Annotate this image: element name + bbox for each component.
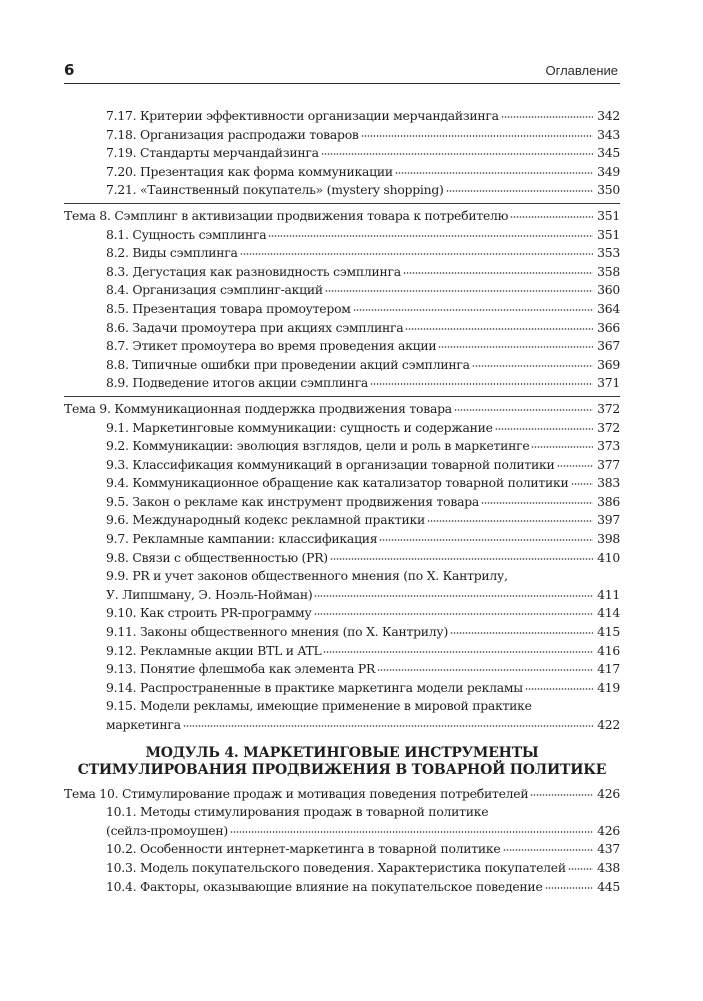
- page-ref: 426: [597, 785, 620, 801]
- toc-block-10: [64, 803, 620, 896]
- page-ref: 364: [597, 300, 620, 316]
- toc-entry[interactable]: 9.14. Распространенные в практике маркетинга модели рекламы 419: [64, 679, 620, 698]
- toc-topic-8[interactable]: Тема 8. Сэмплинг в активизации продвижения товара к потребителю 351: [64, 207, 620, 226]
- page-ref: 350: [597, 182, 620, 198]
- page-ref: 414: [597, 605, 620, 621]
- toc-entry[interactable]: 9.1. Маркетинговые коммуникации: сущность и содержание 372: [64, 419, 620, 438]
- page-ref: 416: [597, 642, 620, 658]
- page-header: [64, 61, 620, 84]
- page-ref: 367: [597, 338, 620, 354]
- toc-entry[interactable]: 9.5. Закон о рекламе как инструмент продвижения товара 386: [64, 493, 620, 512]
- toc-entry[interactable]: 10.4. Факторы, оказывающие влияние на покупательское поведение 445: [64, 878, 620, 897]
- toc-entry[interactable]: 8.1. Сущность сэмплинга 351: [64, 226, 620, 245]
- toc-entry[interactable]: 9.8. Связи с общественностью (PR) 410: [64, 549, 620, 568]
- toc-entry[interactable]: 7.20. Презентация как форма коммуникации 349: [64, 163, 620, 182]
- table-of-contents: [64, 107, 620, 896]
- toc-entry[interactable]: 9.12. Рекламные акции BTL и ATL 416: [64, 642, 620, 661]
- toc-entry[interactable]: 9.2. Коммуникации: эволюция взглядов, цели и роль в маркетинге 373: [64, 437, 620, 456]
- page-ref: 445: [597, 878, 620, 894]
- toc-entry-multiline[interactable]: 10.1. Методы стимулирования продаж в товарной политике (сейлз-промоушен) 426: [64, 803, 620, 840]
- toc-entry[interactable]: 8.4. Организация сэмплинг-акций 360: [64, 281, 620, 300]
- toc-block-7: [64, 107, 620, 200]
- page-ref: 386: [597, 493, 620, 509]
- toc-entry[interactable]: 8.3. Дегустация как разновидность сэмплинга 358: [64, 263, 620, 282]
- page-ref: 371: [597, 375, 620, 391]
- module-heading: МОДУЛЬ 4. МАРКЕТИНГОВЫЕ ИНСТРУМЕНТЫ СТИМУЛИРОВАНИЯ ПРОДВИЖЕНИЯ В ТОВАРНОЙ ПОЛИТИКЕ: [77, 744, 607, 778]
- toc-entry[interactable]: 8.8. Типичные ошибки при проведении акций сэмплинга 369: [64, 356, 620, 375]
- toc-entry[interactable]: 8.9. Подведение итогов акции сэмплинга 371: [64, 374, 620, 393]
- toc-entry-multiline[interactable]: 9.15. Модели рекламы, имеющие применение в мировой практике маркетинга 422: [64, 697, 620, 734]
- toc-entry[interactable]: 8.5. Презентация товара промоутером 364: [64, 300, 620, 319]
- page-ref: 373: [597, 438, 620, 454]
- toc-entry[interactable]: 8.6. Задачи промоутера при акциях сэмплинга 366: [64, 319, 620, 338]
- toc-entry[interactable]: 9.6. Международный кодекс рекламной практики 397: [64, 511, 620, 530]
- toc-topic-10[interactable]: Тема 10. Стимулирование продаж и мотивация поведения потребителей 426: [64, 785, 620, 804]
- page-ref: 343: [597, 126, 620, 142]
- toc-entry[interactable]: 7.18. Организация распродажи товаров 343: [64, 126, 620, 145]
- page-ref: 415: [597, 624, 620, 640]
- toc-entry[interactable]: 9.7. Рекламные кампании: классификация 398: [64, 530, 620, 549]
- toc-block-8: [64, 226, 620, 393]
- page-ref: 426: [597, 822, 620, 838]
- toc-entry-multiline[interactable]: 9.9. PR и учет законов общественного мнения (по Х. Кантрилу, У. Липшману, Э. Ноэль-Нойман) 411: [64, 567, 620, 604]
- page-ref: 383: [597, 475, 620, 491]
- running-head: Оглавление: [545, 63, 618, 78]
- page-ref: 360: [597, 282, 620, 298]
- toc-entry[interactable]: 9.4. Коммуникационное обращение как катализатор товарной политики 383: [64, 474, 620, 493]
- page-ref: 372: [597, 419, 620, 435]
- toc-entry[interactable]: 9.3. Классификация коммуникаций в организации товарной политики 377: [64, 456, 620, 475]
- toc-entry[interactable]: 9.11. Законы общественного мнения (по Х. Кантрилу) 415: [64, 623, 620, 642]
- divider: [64, 203, 620, 204]
- page-ref: 342: [597, 108, 620, 123]
- page-ref: 349: [597, 163, 620, 179]
- divider: [64, 396, 620, 397]
- page-number: 6: [64, 61, 75, 79]
- toc-entry[interactable]: 7.17. Критерии эффективности организации мерчандайзинга 342: [64, 107, 620, 126]
- page-ref: 417: [597, 661, 620, 677]
- toc-topic-9[interactable]: Тема 9. Коммуникационная поддержка продвижения товара 372: [64, 400, 620, 419]
- page-ref: 410: [597, 549, 620, 565]
- page-ref: 437: [597, 841, 620, 857]
- toc-entry[interactable]: 9.10. Как строить PR-программу 414: [64, 604, 620, 623]
- toc-entry[interactable]: 7.21. «Таинственный покупатель» (mystery shopping) 350: [64, 181, 620, 200]
- page-ref: 366: [597, 319, 620, 335]
- page-ref: 372: [597, 400, 620, 416]
- page-ref: 351: [597, 226, 620, 242]
- page-ref: 398: [597, 531, 620, 547]
- toc-entry[interactable]: 8.2. Виды сэмплинга 353: [64, 244, 620, 263]
- toc-entry[interactable]: 8.7. Этикет промоутера во время проведения акции 367: [64, 337, 620, 356]
- page-ref: 353: [597, 245, 620, 261]
- page-ref: 422: [597, 717, 620, 732]
- page-ref: 438: [597, 859, 620, 875]
- toc-entry[interactable]: 10.2. Особенности интернет-маркетинга в товарной политике 437: [64, 840, 620, 859]
- page-ref: 377: [597, 456, 620, 472]
- page-ref: 369: [597, 356, 620, 372]
- toc-entry[interactable]: 7.19. Стандарты мерчандайзинга 345: [64, 144, 620, 163]
- toc-block-9: [64, 419, 620, 735]
- toc-entry[interactable]: 10.3. Модель покупательского поведения. Характеристика покупателей 438: [64, 859, 620, 878]
- page-ref: 397: [597, 512, 620, 528]
- page-ref: 345: [597, 145, 620, 161]
- page-ref: 411: [597, 586, 620, 602]
- toc-entry[interactable]: 9.13. Понятие флешмоба как элемента PR 417: [64, 660, 620, 679]
- page-ref: 358: [597, 263, 620, 279]
- page-ref: 419: [597, 679, 620, 695]
- page-ref: 351: [597, 207, 620, 223]
